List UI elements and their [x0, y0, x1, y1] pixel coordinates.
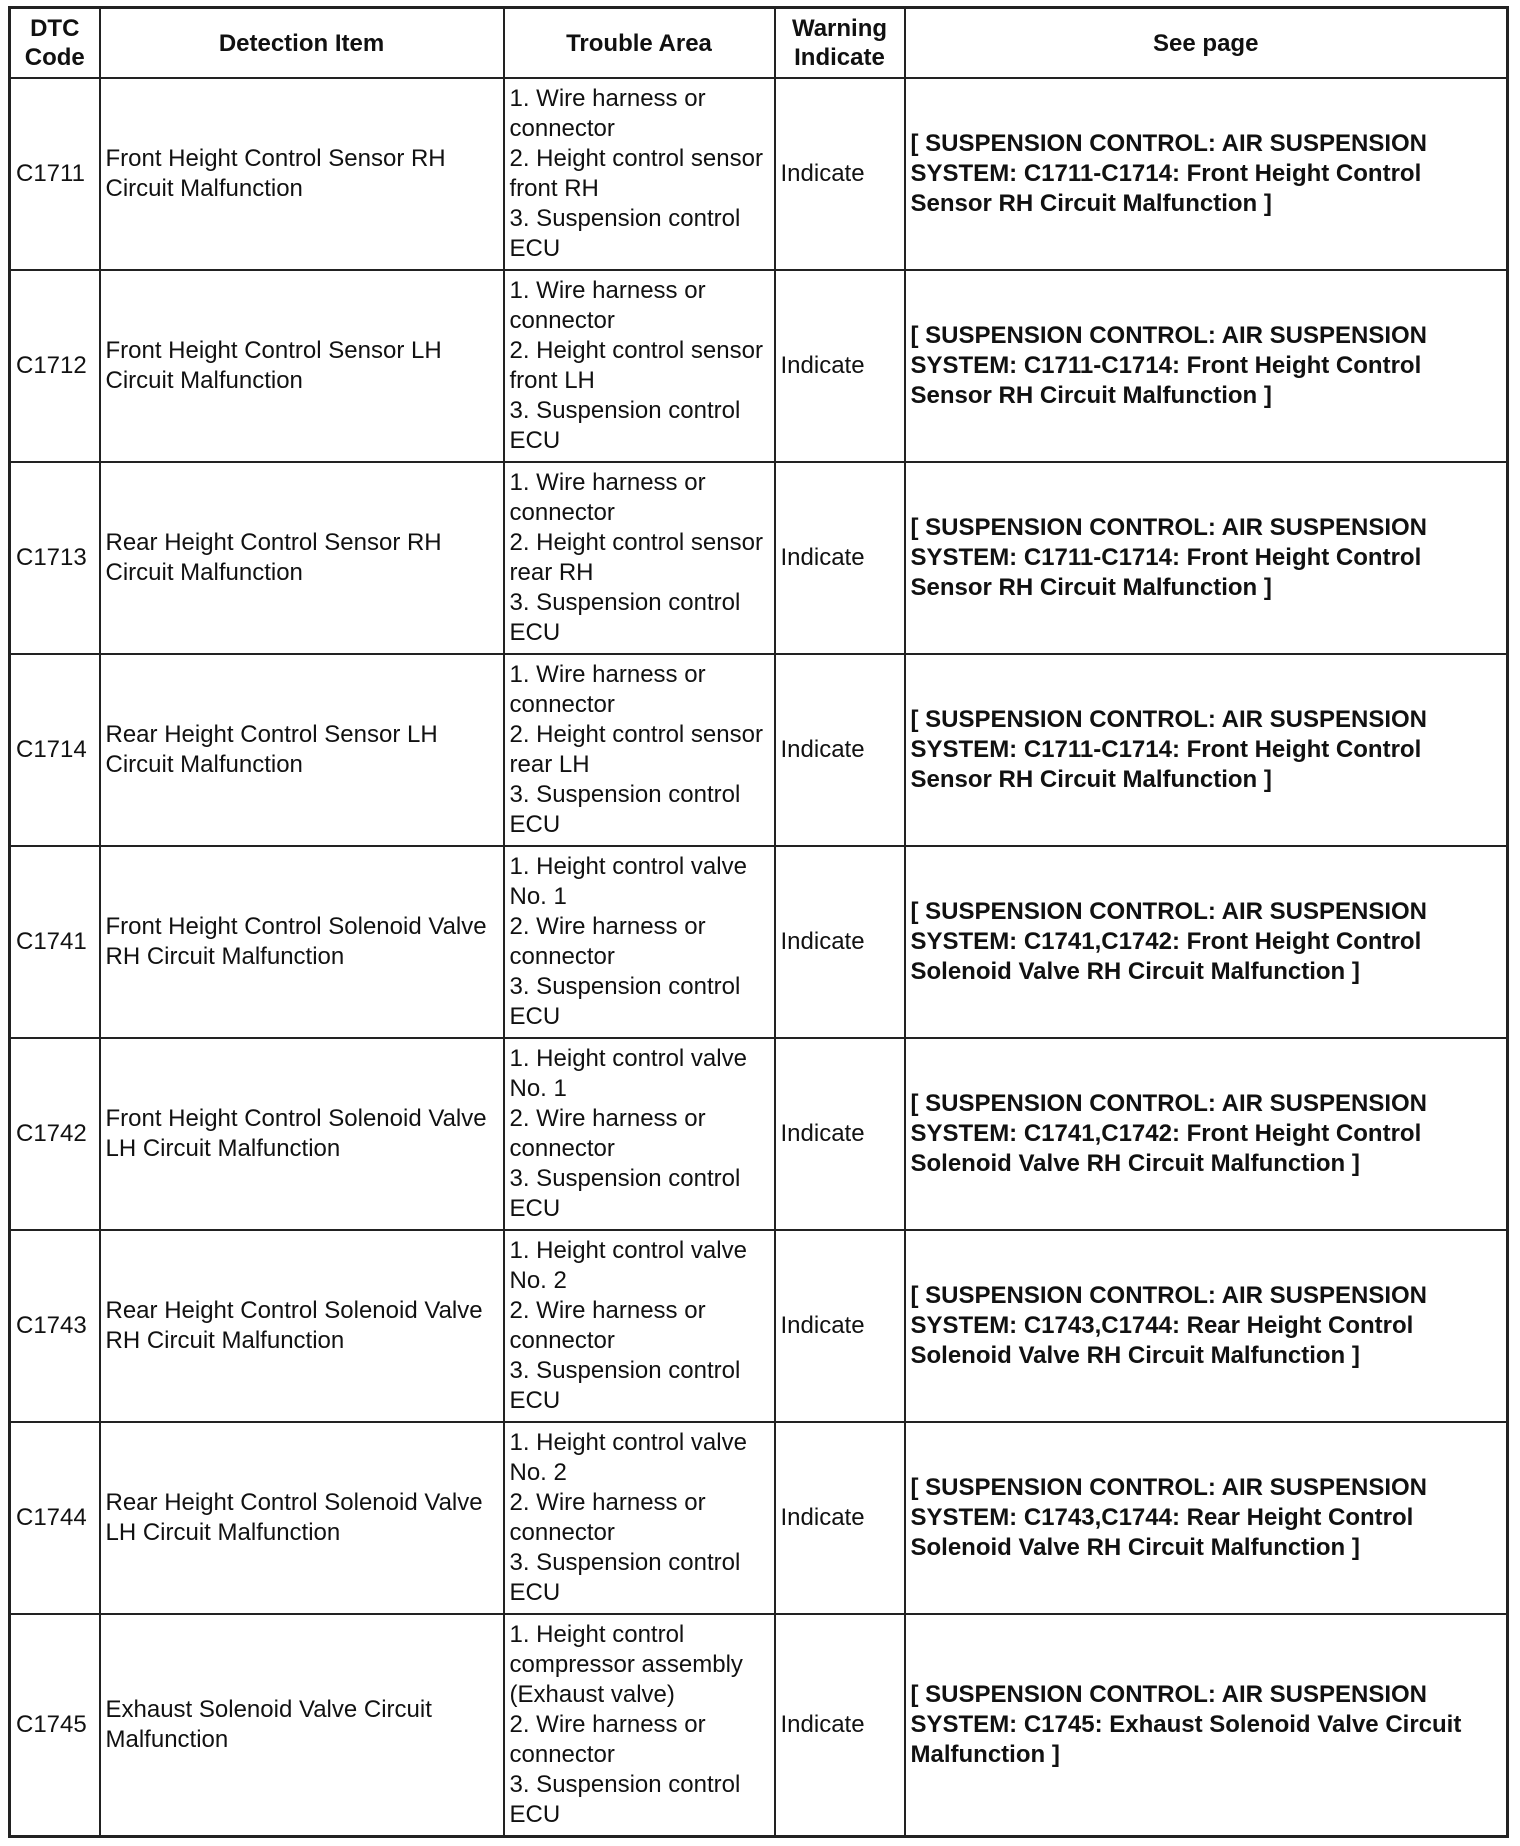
dtc-code-cell: C1711 [10, 78, 100, 270]
trouble-area-cell: 1. Height control valve No. 2 2. Wire harness or connector 3. Suspension control ECU [504, 1230, 775, 1422]
dtc-code-cell: C1743 [10, 1230, 100, 1422]
see-page-link[interactable]: [ SUSPENSION CONTROL: AIR SUSPENSION SYSTEM: C1743,C1744: Rear Height Control Solenoid Valve RH Circuit Malfunction ] [905, 1230, 1508, 1422]
detection-item-cell: Rear Height Control Solenoid Valve RH Circuit Malfunction [100, 1230, 504, 1422]
detection-item-cell: Rear Height Control Sensor RH Circuit Malfunction [100, 462, 504, 654]
table-row [10, 78, 1508, 270]
see-page-link[interactable]: [ SUSPENSION CONTROL: AIR SUSPENSION SYSTEM: C1711-C1714: Front Height Control Sensor RH Circuit Malfunction ] [905, 654, 1508, 846]
table-row [10, 654, 1508, 846]
detection-item-cell: Front Height Control Sensor LH Circuit Malfunction [100, 270, 504, 462]
table-row [10, 1230, 1508, 1422]
trouble-area-cell: 1. Height control valve No. 2 2. Wire harness or connector 3. Suspension control ECU [504, 1422, 775, 1614]
trouble-area-cell: 1. Wire harness or connector 2. Height control sensor front LH 3. Suspension control ECU [504, 270, 775, 462]
table-row [10, 1038, 1508, 1230]
dtc-code-cell: C1713 [10, 462, 100, 654]
detection-item-cell: Exhaust Solenoid Valve Circuit Malfunction [100, 1614, 504, 1836]
warning-indicate-cell: Indicate [775, 1038, 905, 1230]
warning-indicate-cell: Indicate [775, 1230, 905, 1422]
dtc-table [8, 6, 1509, 1838]
table-row [10, 1422, 1508, 1614]
header-warning-line1: Warning [791, 15, 888, 42]
dtc-code-cell: C1712 [10, 270, 100, 462]
header-warning-line2: Indicate [794, 44, 885, 71]
dtc-code-cell: C1741 [10, 846, 100, 1038]
see-page-link[interactable]: [ SUSPENSION CONTROL: AIR SUSPENSION SYSTEM: C1711-C1714: Front Height Control Sensor RH Circuit Malfunction ] [905, 270, 1508, 462]
header-detection-item: Detection Item [100, 8, 504, 79]
warning-indicate-cell: Indicate [775, 270, 905, 462]
detection-item-cell: Front Height Control Solenoid Valve LH Circuit Malfunction [100, 1038, 504, 1230]
header-dtc-code-line2: Code [24, 44, 85, 71]
header-see-page: See page [905, 8, 1508, 79]
see-page-link[interactable]: [ SUSPENSION CONTROL: AIR SUSPENSION SYSTEM: C1743,C1744: Rear Height Control Solenoid Valve RH Circuit Malfunction ] [905, 1422, 1508, 1614]
trouble-area-cell: 1. Wire harness or connector 2. Height control sensor rear LH 3. Suspension control ECU [504, 654, 775, 846]
trouble-area-cell: 1. Wire harness or connector 2. Height control sensor front RH 3. Suspension control ECU [504, 78, 775, 270]
dtc-code-cell: C1742 [10, 1038, 100, 1230]
dtc-code-cell: C1745 [10, 1614, 100, 1836]
see-page-link[interactable]: [ SUSPENSION CONTROL: AIR SUSPENSION SYSTEM: C1745: Exhaust Solenoid Valve Circuit Malfunction ] [905, 1614, 1508, 1836]
detection-item-cell: Rear Height Control Sensor LH Circuit Malfunction [100, 654, 504, 846]
header-warning-indicate [775, 8, 905, 79]
warning-indicate-cell: Indicate [775, 654, 905, 846]
table-row [10, 462, 1508, 654]
header-dtc-code-line1: DTC [30, 15, 80, 42]
header-trouble-area: Trouble Area [504, 8, 775, 79]
see-page-link[interactable]: [ SUSPENSION CONTROL: AIR SUSPENSION SYSTEM: C1741,C1742: Front Height Control Solenoid Valve RH Circuit Malfunction ] [905, 846, 1508, 1038]
table-header-row [10, 8, 1508, 79]
warning-indicate-cell: Indicate [775, 78, 905, 270]
warning-indicate-cell: Indicate [775, 1422, 905, 1614]
see-page-link[interactable]: [ SUSPENSION CONTROL: AIR SUSPENSION SYSTEM: C1711-C1714: Front Height Control Sensor RH Circuit Malfunction ] [905, 78, 1508, 270]
trouble-area-cell: 1. Wire harness or connector 2. Height control sensor rear RH 3. Suspension control ECU [504, 462, 775, 654]
warning-indicate-cell: Indicate [775, 1614, 905, 1836]
table-row [10, 846, 1508, 1038]
document-page [8, 6, 1506, 1836]
table-row [10, 1614, 1508, 1836]
table-row [10, 270, 1508, 462]
trouble-area-cell: 1. Height control valve No. 1 2. Wire harness or connector 3. Suspension control ECU [504, 846, 775, 1038]
warning-indicate-cell: Indicate [775, 846, 905, 1038]
see-page-link[interactable]: [ SUSPENSION CONTROL: AIR SUSPENSION SYSTEM: C1711-C1714: Front Height Control Sensor RH Circuit Malfunction ] [905, 462, 1508, 654]
detection-item-cell: Front Height Control Solenoid Valve RH Circuit Malfunction [100, 846, 504, 1038]
warning-indicate-cell: Indicate [775, 462, 905, 654]
trouble-area-cell: 1. Height control compressor assembly (Exhaust valve) 2. Wire harness or connector 3. Suspension control ECU [504, 1614, 775, 1836]
detection-item-cell: Front Height Control Sensor RH Circuit Malfunction [100, 78, 504, 270]
dtc-code-cell: C1714 [10, 654, 100, 846]
dtc-code-cell: C1744 [10, 1422, 100, 1614]
see-page-link[interactable]: [ SUSPENSION CONTROL: AIR SUSPENSION SYSTEM: C1741,C1742: Front Height Control Solenoid Valve RH Circuit Malfunction ] [905, 1038, 1508, 1230]
header-dtc-code [10, 8, 100, 79]
trouble-area-cell: 1. Height control valve No. 1 2. Wire harness or connector 3. Suspension control ECU [504, 1038, 775, 1230]
detection-item-cell: Rear Height Control Solenoid Valve LH Circuit Malfunction [100, 1422, 504, 1614]
